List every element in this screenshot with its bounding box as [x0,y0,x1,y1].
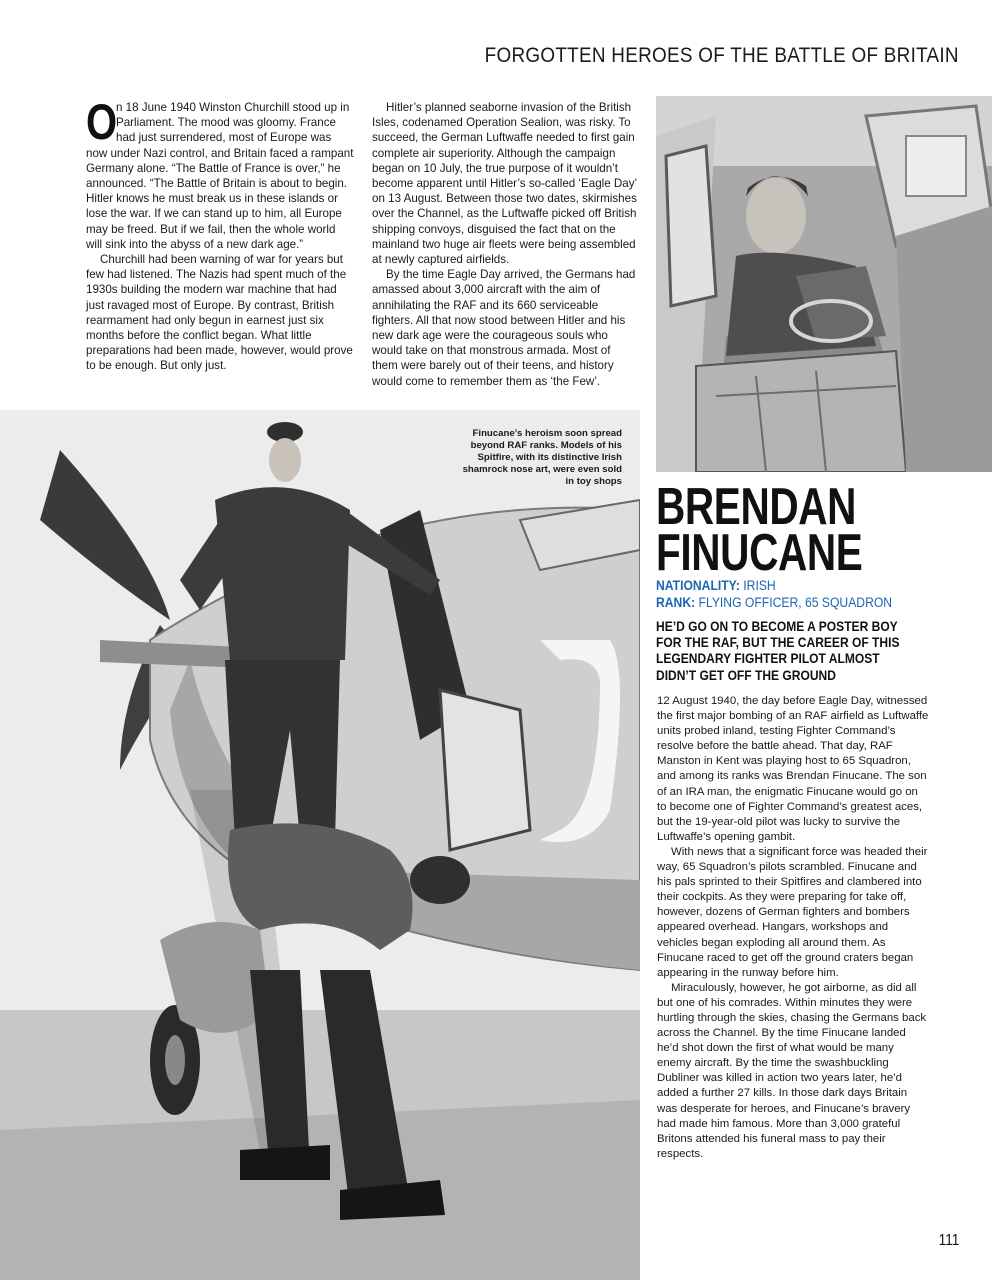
profile-body [657,694,929,1162]
running-head: FORGOTTEN HEROES OF THE BATTLE OF BRITAIN [484,44,959,67]
profile-paragraph-1: 12 August 1940, the day before Eagle Day, witnessed the first major bombing of an RAF airfield as Luftwaffe units probed inland, testing Fighter Command’s resolve before the battle ahead. That day, RAF Manston in Kent was playing host to 65 Squadron, and among its ranks was Brendan Finucane. The son of an IRA man, the enigmatic Finucane would go on to become one of Fighter Command’s greatest aces, but the 19-year-old pilot was lucky to survive the Luftwaffe’s opening gambit. [657,695,929,843]
drop-cap: O [86,94,118,150]
intro-column-1 [86,94,354,374]
profile-paragraph-3: Miraculously, however, he got airborne, as did all but one of his comrades. Within minutes they were hurtling through the skies, chasing the Germans back across the Channel. By the time Finucane landed he’d shot down the first of what would be many enemy aircraft. By the time the swashbuckling Dubliner was killed in action two years later, he’d added a further 27 kills. In those dark days Britain was desperate for heroes, and Finucane’s bravery had made him famous. More than 3,000 grateful Britons attended his funeral mass to pay their respects. [657,981,927,1160]
spitfire-airmen-photo [0,410,640,1280]
page-number: 111 [938,1232,959,1249]
profile-paragraph-2: With news that a significant force was headed their way, 65 Squadron’s pilots scrambled. Finucane and his pals sprinted to their Spitfires and clambered into their cockpits. As they were preparing for take off, however, dozens of German fighters and bombers appeared overhead. Hangars, workshops and vehicles began exploding all around them. As Finucane raced to get off the ground craters began appearing in the runway before him. [657,845,928,979]
rank-label: RANK: [656,595,696,610]
nationality-value: IRISH [743,578,776,593]
nationality-label: NATIONALITY: [656,578,740,593]
pilot-cockpit-photo [656,96,992,472]
intro-paragraph-4: By the time Eagle Day arrived, the Germans had amassed about 3,000 aircraft with the aim of annihilating the RAF and its 660 serviceable fighters. All that now stood between Hitler and his new dark age were the courageous souls who would take on that monstrous armada. Most of them were barely out of their teens, and history would come to remember them as ‘the Few’. [372,268,636,388]
standfirst: HE’D GO ON TO BECOME A POSTER BOY FOR THE RAF, BUT THE CAREER OF THIS LEGENDARY FIGHTER PILOT ALMOST DIDN’T GET OFF THE GROUND [656,618,900,683]
intro-paragraph-2: Churchill had been warning of war for years but few had listened. The Nazis had spent much of the 1930s building the modern war machine that had just ravaged most of Europe. By contrast, British rearmament had only begun in earnest just six months before the conflict began. What little preparations had been made, however, would prove to be enough. But only just. [86,253,353,373]
title-line-2: FINUCANE [656,524,863,582]
pilot-cockpit-illustration [656,96,992,472]
profile-title [656,478,863,582]
rank-line [656,595,892,611]
photo-caption: Finucane’s heroism soon spread beyond RAF ranks. Models of his Spitfire, with its distinctive Irish shamrock nose art, were even sold in toy shops [462,428,622,487]
intro-paragraph-3: Hitler’s planned seaborne invasion of the British Isles, codenamed Operation Sealion, was risky. To succeed, the German Luftwaffe needed to first gain complete air superiority. Although the campaign began on 10 July, the true purpose of it wouldn’t become apparent until Hitler’s so-called ‘Eagle Day’ on 13 August. Between those two dates, skirmishes over the Channel, as the Luftwaffe picked off British shipping convoys, disguised the fact that on the mainland two huge air fleets were being assembled at newly captured airfields. [372,101,637,267]
intro-paragraph-1: n 18 June 1940 Winston Churchill stood up in Parliament. The mood was gloomy. France had just surrendered, most of Europe was now under Nazi control, and Britain faced a rampant Germany alone. “The Battle of France is over,” he announced. “The Battle of Britain is about to begin. Hitler knows he must break us in these islands or lose the war. If we can stand up to him, all Europe may be freed. But if we fail, then the whole world will sink into the abyss of a new dark age.” [86,101,354,251]
title-line-1: BRENDAN [656,478,857,536]
spitfire-airmen-illustration [0,410,640,1280]
rank-value: FLYING OFFICER, 65 SQUADRON [698,595,893,610]
intro-column-2 [372,100,637,389]
nationality-line [656,578,776,594]
